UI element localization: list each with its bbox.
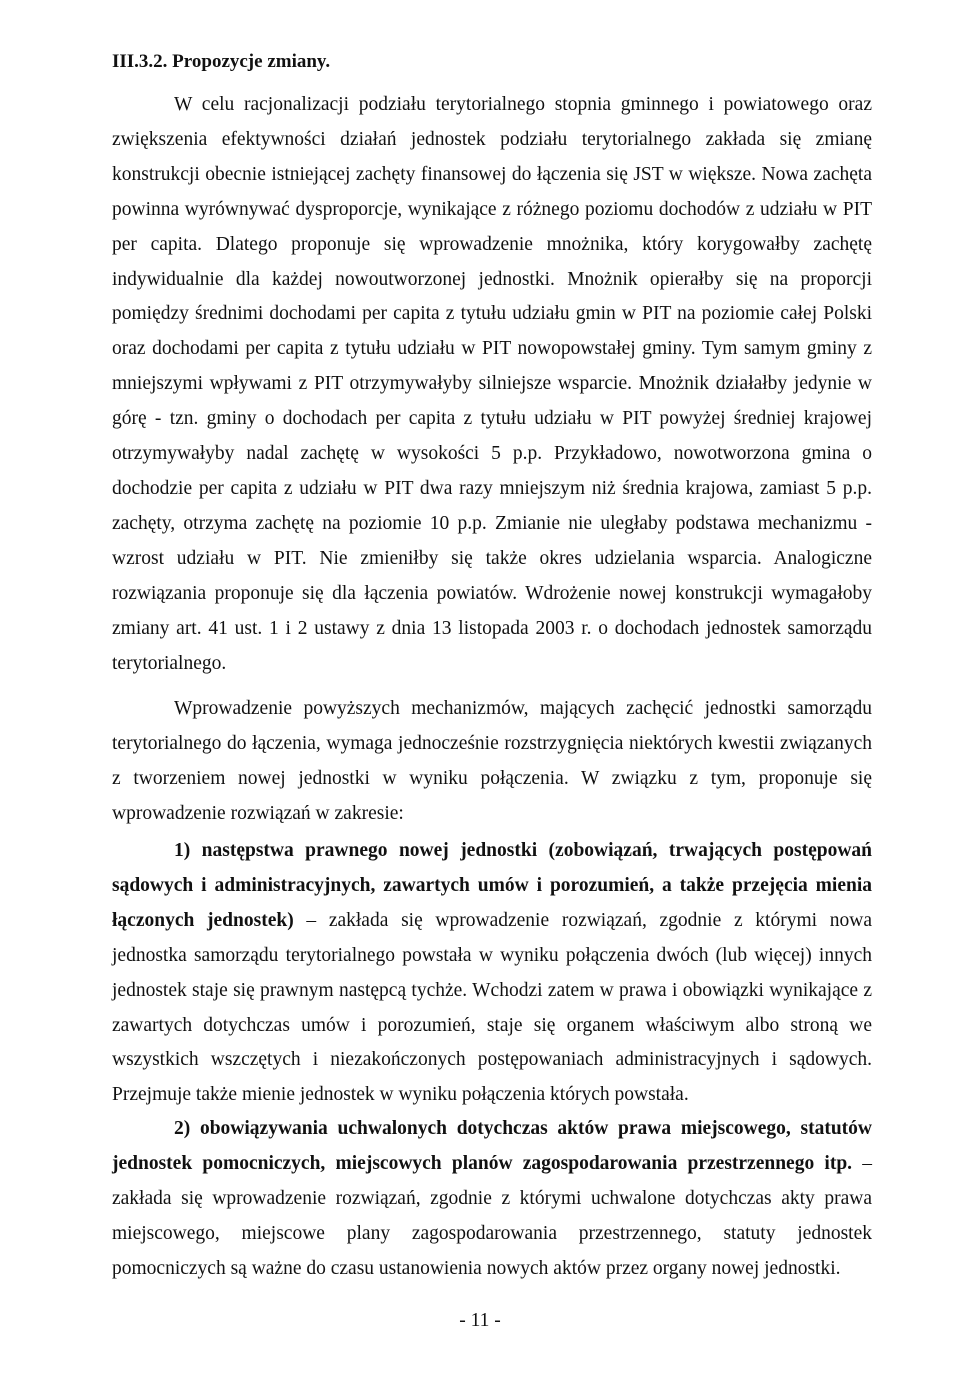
list-item-legal-succession-text: – zakłada się wprowadzenie rozwiązań, zgodnie z którymi nowa jednostka samorządu terytorialnego powstała w wyniku połączenia dwóch (lub więcej) innych jednostek staje się prawnym następcą tychże. Wchodzi zatem w prawa i obowiązki wynikające z zawartych dotychczas umów i porozumień, staje się organem właściwym albo stroną we wszystkich wszczętych i niezakończonych postępowaniach administracyjnych i sądowych. Przejmuje także mienie jednostek w wyniku połączenia których powstała. <box>112 909 872 1106</box>
list-item-local-law-validity-heading: 2) obowiązywania uchwalonych dotychczas aktów prawa miejscowego, statutów jednostek pomocniczych, miejscowych planów zagospodarowania przestrzennego itp. <box>112 1118 872 1174</box>
list-item-local-law-validity-text: – zakłada się wprowadzenie rozwiązań, zgodnie z którymi uchwalone dotychczas akty prawa miejscowego, miejscowe plany zagospodarowania przestrzennego, statuty jednostek pomocniczych są ważne do czasu ustanowienia nowych aktów przez organy nowej jednostki. <box>112 1152 872 1279</box>
list-item-local-law-validity <box>112 1112 872 1287</box>
paragraph-introduction-of-mechanisms: Wprowadzenie powyższych mechanizmów, mających zachęcić jednostki samorządu terytorialnego do łączenia, wymaga jednocześnie rozstrzygnięcia niektórych kwestii związanych z tworzeniem nowej jednostki w wyniku połączenia. W związku z tym, proponuje się wprowadzenie rozwiązań w zakresie: <box>112 698 872 824</box>
list-item-legal-succession <box>112 834 872 1113</box>
section-heading: III.3.2. Propozycje zmiany. <box>112 51 331 72</box>
list-item-legal-succession-heading: 1) następstwa prawnego nowej jednostki (zobowiązań, trwających postępowań sądowych i administracyjnych, zawartych umów i porozumień, a także przejęcia mienia łączonych jednostek) <box>112 840 872 931</box>
page-number: - 11 - <box>459 1310 501 1331</box>
paragraph-incentive-multiplier: W celu racjonalizacji podziału terytorialnego stopnia gminnego i powiatowego oraz zwiększenia efektywności działań jednostek podziału terytorialnego zakłada się zmianę konstrukcji obecnie istniejącej zachęty finansowej do łączenia się JST w większe. Nowa zachęta powinna wyrównywać dysproporcje, wynikające z różnego poziomu dochodów z udziału w PIT per capita. Dlatego proponuje się wprowadzenie mnożnika, który korygowałby zachętę indywidualnie dla każdej nowoutworzonej jednostki. Mnożnik opierałby się na proporcji pomiędzy średnimi dochodami per capita z tytułu udziału gmin w PIT na poziomie całej Polski oraz dochodami per capita z tytułu udziału w PIT nowopowstałej gminy. Tym samym gminy z mniejszymi wpływami z PIT otrzymywałyby silniejsze wsparcie. Mnożnik działałby jedynie w górę - tzn. gminy o dochodach per capita z tytułu udziału w PIT powyżej średniej krajowej otrzymywałyby nadal zachętę w wysokości 5 p.p. Przykładowo, nowotworzona gmina o dochodzie per capita z udziału w PIT dwa razy mniejszym niż średnia krajowa, zamiast 5 p.p. zachęty, otrzyma zachętę na poziomie 10 p.p. Zmianie nie uległaby podstawa mechanizmu - wzrost udziału w PIT. Nie zmieniłby się także okres udzielania wsparcia. Analogiczne rozwiązania proponuje się dla łączenia powiatów. Wdrożenie nowej konstrukcji wymagałoby zmiany art. 41 ust. 1 i 2 ustawy z dnia 13 listopada 2003 r. o dochodach jednostek samorządu terytorialnego. <box>112 94 872 674</box>
